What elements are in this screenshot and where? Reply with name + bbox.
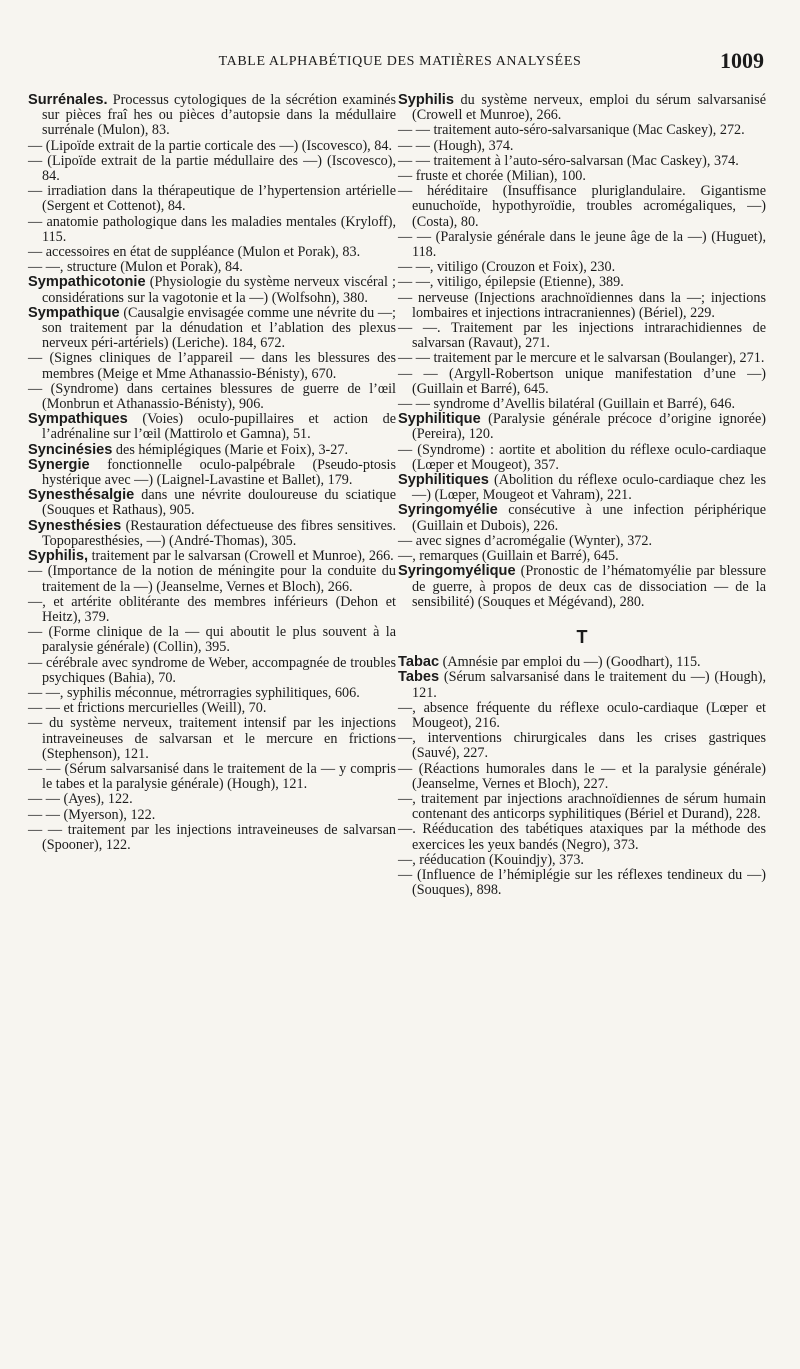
index-entry (398, 93, 766, 123)
index-entry (28, 154, 396, 184)
index-entry (28, 382, 396, 412)
right-column-t-entries (398, 655, 766, 898)
entry-text: (Sérum salvarsanisé dans le traitement du —) (Hough), 121. (412, 669, 766, 701)
index-entry (28, 245, 396, 260)
index-entry (398, 655, 766, 670)
index-entry (398, 473, 766, 503)
entry-text: — —, syphilis méconnue, métrorragies syphilitiques, 606. (28, 684, 360, 701)
index-entry (398, 230, 766, 260)
entry-text: — — (Sérum salvarsanisé dans le traitement de la — y compris le tabes et la paralysie générale) (Hough), 121. (28, 760, 396, 793)
section-letter: T (576, 626, 588, 647)
entry-text: — —, vitiligo, épilepsie (Etienne), 389. (398, 274, 624, 291)
index-entry (398, 549, 766, 564)
entry-text: — fruste et chorée (Milian), 100. (398, 168, 586, 185)
entry-text: du système nerveux, emploi du sérum salvarsanisé (Crowell et Munroe), 266. (412, 92, 766, 124)
index-entry (28, 488, 396, 518)
index-entry (28, 716, 396, 762)
entry-headword: Syphilis (398, 92, 454, 108)
entry-headword: Tabes (398, 669, 440, 686)
index-entry (398, 321, 766, 351)
index-entry (398, 443, 766, 473)
index-entry (28, 808, 396, 823)
index-entry (398, 291, 766, 321)
entry-text: — (Lipoïde extrait de la partie médullaire des —) (Iscovesco), 84. (28, 152, 396, 185)
index-entry (398, 154, 766, 169)
index-entry (398, 564, 766, 610)
index-entry (28, 139, 396, 154)
entry-headword: Surrénales. (28, 92, 108, 108)
index-entry (398, 351, 766, 366)
entry-text: — — (Hough), 374. (398, 137, 514, 154)
index-entry (28, 184, 396, 214)
entry-headword: Synesthésies (28, 517, 122, 534)
entry-headword: Syringomyélie (398, 502, 498, 519)
index-entry (28, 412, 396, 442)
entry-text: — (Influence de l’hémiplégie sur les réflexes tendineux du —) (Souques), 898. (398, 866, 766, 899)
index-entry (398, 367, 766, 397)
entry-text: — — (Myerson), 122. (28, 806, 156, 823)
index-entry (28, 260, 396, 275)
index-entry (28, 443, 396, 458)
entry-text: — (Signes cliniques de l’appareil — dans les blessures des membres (Meige et Mme Athanassio-Bénisty), 670. (28, 350, 396, 382)
index-entry (398, 762, 766, 792)
index-entry (28, 686, 396, 701)
index-entry (398, 260, 766, 275)
entry-text: (Voies) oculo-pupillaires et action de l’adrénaline sur l’œil (Mattirolo et Gamna), 51. (42, 411, 396, 443)
entry-text: (Amnésie par emploi du —) (Goodhart), 115. (439, 654, 701, 671)
index-entry (398, 412, 766, 442)
index-entry (28, 701, 396, 716)
index-entry (28, 564, 396, 594)
index-entry (28, 595, 396, 625)
entry-text: — —, vitiligo (Crouzon et Foix), 230. (398, 259, 616, 276)
index-entry (28, 625, 396, 655)
entry-headword: Syringomyélique (398, 563, 516, 580)
index-entry (28, 823, 396, 853)
entry-headword: Syncinésies (28, 441, 113, 458)
entry-text: — — (Argyll-Robertson unique manifestation d’une —) (Guillain et Barré), 645. (398, 365, 766, 397)
entry-text: consécutive à une infection périphérique (Guillain et Dubois), 226. (412, 502, 766, 534)
entry-text: Processus cytologiques de la sécrétion examinés sur pièces fraî hes ou pièces d’autopsie dans la médullaire surrénale (Mulon), 83. (42, 92, 396, 139)
index-entry (398, 853, 766, 868)
entry-text: (Pronostic de l’hématomyélie par blessure de guerre, à propos de deux cas de dissociation — de la sensibilité) (Souques et Mégévand), 280. (412, 563, 766, 610)
index-entry (398, 503, 766, 533)
entry-text: — nerveuse (Injections arachnoïdiennes dans la —; injections lombaires et injections intracraniennes) (Bériel), 229. (398, 289, 766, 321)
entry-text: — cérébrale avec syndrome de Weber, accompagnée de troubles psychiques (Bahia), 70. (28, 654, 396, 686)
entry-headword: Syphilitiques (398, 472, 489, 489)
page-number: 1009 (720, 48, 764, 73)
entry-text: — (Syndrome) : aortite et abolition du réflexe oculo-cardiaque (Lœper et Mougeot), 357. (398, 441, 766, 473)
entry-text: (Restauration défectueuse des fibres sensitives. Topoparesthésies, —) (André-Thomas), 305. (42, 517, 396, 549)
index-entry (398, 868, 766, 898)
index-entry (398, 184, 766, 230)
index-entry (28, 458, 396, 488)
entry-headword: Syphilitique (398, 411, 481, 428)
index-entry (398, 670, 766, 700)
entry-text: (Abolition du réflexe oculo-cardiaque chez les —) (Lœper, Mougeot et Vahram), 221. (412, 472, 766, 504)
right-column-s-entries (398, 93, 766, 610)
entry-text: — (Syndrome) dans certaines blessures de guerre de l’œil (Monbrun et Athanassio-Bénisty), 906. (28, 380, 396, 413)
index-entry (398, 139, 766, 154)
index-entry (28, 215, 396, 245)
entry-text: fonctionnelle oculo-palpébrale (Pseudo-ptosis hystérique avec —) (Laignel-Lavastine et Ballet), 179. (42, 456, 396, 489)
index-entry (398, 397, 766, 412)
entry-text: —. Rééducation des tabétiques ataxiques par la méthode des exercices les yeux bandés (Negro), 373. (398, 821, 766, 853)
entry-text: — — traitement à l’auto-séro-salvarsan (Mac Caskey), 374. (398, 152, 739, 169)
header-title: TABLE ALPHABÉTIQUE DES MATIÈRES ANALYSÉES (218, 54, 582, 69)
running-header (36, 48, 764, 78)
right-column (398, 93, 766, 898)
entry-text: — (Forme clinique de la — qui aboutit le plus souvent à la paralysie générale) (Collin), 395. (28, 624, 396, 656)
entry-text: — irradiation dans la thérapeutique de l’hypertension artérielle (Sergent et Cottenot), 84. (28, 183, 396, 215)
entry-text: (Paralysie générale précoce d’origine ignorée) (Pereira), 120. (412, 411, 766, 443)
index-entry (28, 519, 396, 549)
index-entry (28, 275, 396, 305)
index-entry (28, 351, 396, 381)
entry-text: —, traitement par injections arachnoïdiennes de sérum humain contenant des anticorps syphilitiques (Bériel et Durand), 228. (398, 790, 766, 823)
entry-text: — du système nerveux, traitement intensif par les injections intraveineuses de salvarsan et le mercure en frictions (Stephenson), 121. (28, 715, 396, 762)
index-entry (28, 792, 396, 807)
entry-text: —, remarques (Guillain et Barré), 645. (398, 548, 619, 565)
entry-text: — — traitement par le mercure et le salvarsan (Boulanger), 271. (398, 350, 765, 367)
index-entry (28, 656, 396, 686)
entry-text: —, absence fréquente du réflexe oculo-cardiaque (Lœper et Mougeot), 216. (398, 699, 766, 731)
entry-text: dans une névrite douloureuse du sciatique (Souques et Rathaus), 905. (42, 487, 396, 519)
entry-headword: Sympathique (28, 304, 120, 321)
entry-text: — anatomie pathologique dans les maladies mentales (Kryloff), 115. (28, 213, 396, 245)
entry-headword: Syphilis, (28, 548, 89, 565)
index-entry (28, 306, 396, 352)
index-entry (28, 93, 396, 139)
entry-headword: Synesthésalgie (28, 487, 135, 504)
entry-text: —, interventions chirurgicales dans les crises gastriques (Sauvé), 227. (398, 730, 766, 762)
entry-text: des hémiplégiques (Marie et Foix), 3-27. (112, 441, 348, 458)
entry-headword: Synergie (28, 456, 90, 473)
entry-text: (Physiologie du système nerveux viscéral ; considérations sur la vagotonie et la —) (Wolfsohn), 380. (42, 274, 396, 306)
entry-text: — (Importance de la notion de méningite pour la conduite du traitement de la —) (Jeanselme, Vernes et Bloch), 266. (28, 563, 396, 595)
entry-text: — — traitement auto-séro-salvarsanique (Mac Caskey), 272. (398, 122, 745, 139)
entry-text: — avec signes d’acromégalie (Wynter), 372. (398, 532, 653, 549)
entry-headword: Sympathiques (28, 411, 128, 428)
index-entry (398, 123, 766, 138)
entry-text: — — traitement par les injections intraveineuses de salvarsan (Spooner), 122. (28, 821, 396, 853)
index-entry (398, 169, 766, 184)
entry-text: (Causalgie envisagée comme une névrite du —; son traitement par la dénudation et l’ablation des plexus nerveux péri-artériels) (Leriche). 184, 672. (42, 304, 396, 352)
entry-text: — —. Traitement par les injections intrarachidiennes de salvarsan (Ravaut), 271. (398, 320, 766, 352)
entry-headword: Sympathicotonie (28, 274, 146, 291)
entry-headword: Tabac (398, 654, 440, 671)
entry-text: — (Lipoïde extrait de la partie corticale des —) (Iscovesco), 84. (28, 137, 392, 154)
entry-text: —, rééducation (Kouindjy), 373. (398, 851, 584, 868)
entry-text: — —, structure (Mulon et Porak), 84. (28, 259, 243, 276)
entry-text: — — (Paralysie générale dans le jeune âge de la —) (Huguet), 118. (398, 228, 766, 261)
index-entry (28, 762, 396, 792)
entry-text: — — syndrome d’Avellis bilatéral (Guillain et Barré), 646. (398, 396, 735, 413)
index-entry (398, 822, 766, 852)
index-entry (398, 731, 766, 761)
index-entry (398, 701, 766, 731)
index-entry (398, 534, 766, 549)
entry-text: —, et artérite oblitérante des membres inférieurs (Dehon et Heitz), 379. (28, 593, 396, 625)
entry-text: — (Réactions humorales dans le — et la paralysie générale) (Jeanselme, Vernes et Bloch), 227. (398, 760, 766, 792)
entry-text: traitement par le salvarsan (Crowell et Munroe), 266. (88, 548, 394, 565)
entry-text: — accessoires en état de suppléance (Mulon et Porak), 83. (28, 244, 361, 261)
entry-text: — — (Ayes), 122. (28, 791, 133, 808)
index-entry (398, 792, 766, 822)
index-entry (398, 275, 766, 290)
entry-text: — — et frictions mercurielles (Weill), 70. (28, 700, 267, 717)
entry-text: — héréditaire (Insuffisance pluriglandulaire. Gigantisme eunuchoïde, hypothyroïdie, troubles acromégaliques, —) (Costa), 80. (398, 183, 766, 230)
left-column (28, 93, 396, 853)
index-entry (28, 549, 396, 564)
